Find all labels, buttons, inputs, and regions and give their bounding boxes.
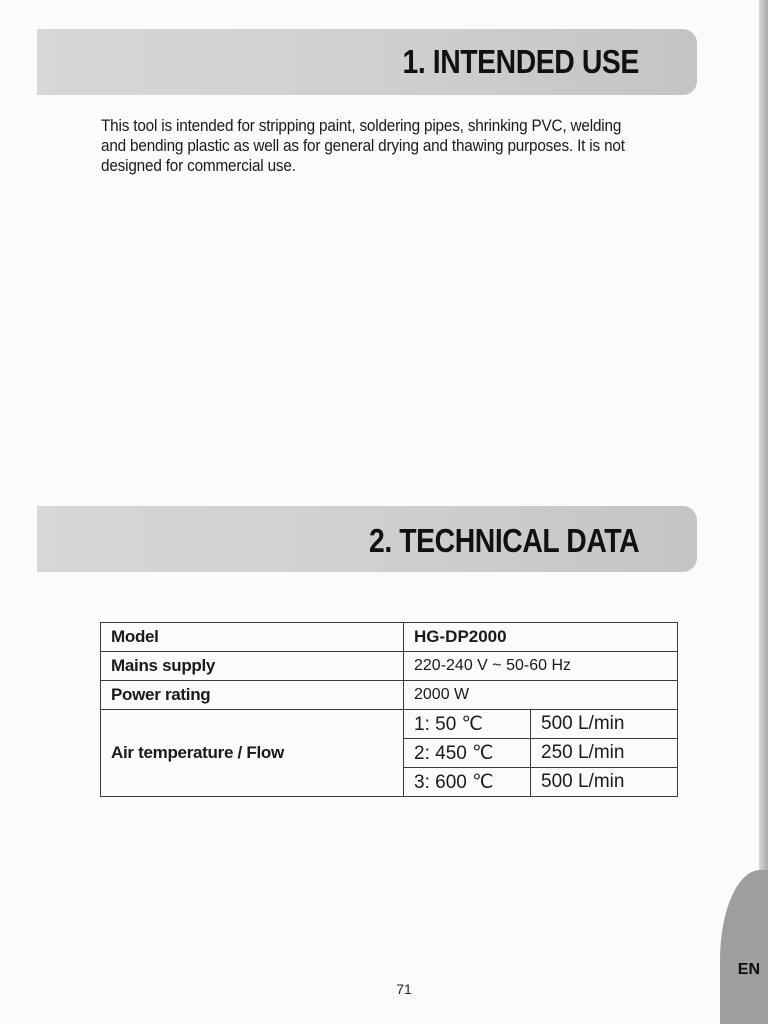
page-number: 71 [396,981,412,997]
paragraph-line: and bending plastic as well as for general drying and thawing purposes. It is not [101,136,625,155]
temperature-setting: 2: 450 ℃ [404,739,531,768]
technical-data-table [100,622,678,797]
model-value: HG-DP2000 [404,623,678,652]
section-banner-intended-use [37,29,697,95]
language-label: EN [737,961,760,978]
language-tab [720,870,768,1024]
paragraph-line: This tool is intended for stripping paint, soldering pipes, shrinking PVC, welding [101,116,622,135]
table-row [101,623,678,652]
table-row [101,710,678,739]
section-title: 2. TECHNICAL DATA [368,522,639,559]
air-label: Air temperature / Flow [101,710,404,797]
power-label: Power rating [101,681,404,710]
table-row [101,652,678,681]
mains-label: Mains supply [101,652,404,681]
power-value: 2000 W [404,681,678,710]
table-row [101,681,678,710]
temperature-setting: 3: 600 ℃ [404,768,531,797]
intended-use-paragraph [101,116,701,176]
model-label: Model [101,623,404,652]
flow-value: 500 L/min [531,710,678,739]
temperature-setting: 1: 50 ℃ [404,710,531,739]
section-banner-technical-data [37,506,697,572]
section-title: 1. INTENDED USE [402,43,639,80]
flow-value: 250 L/min [531,739,678,768]
flow-value: 500 L/min [531,768,678,797]
paragraph-line: designed for commercial use. [101,156,296,175]
mains-value: 220-240 V ~ 50-60 Hz [404,652,678,681]
